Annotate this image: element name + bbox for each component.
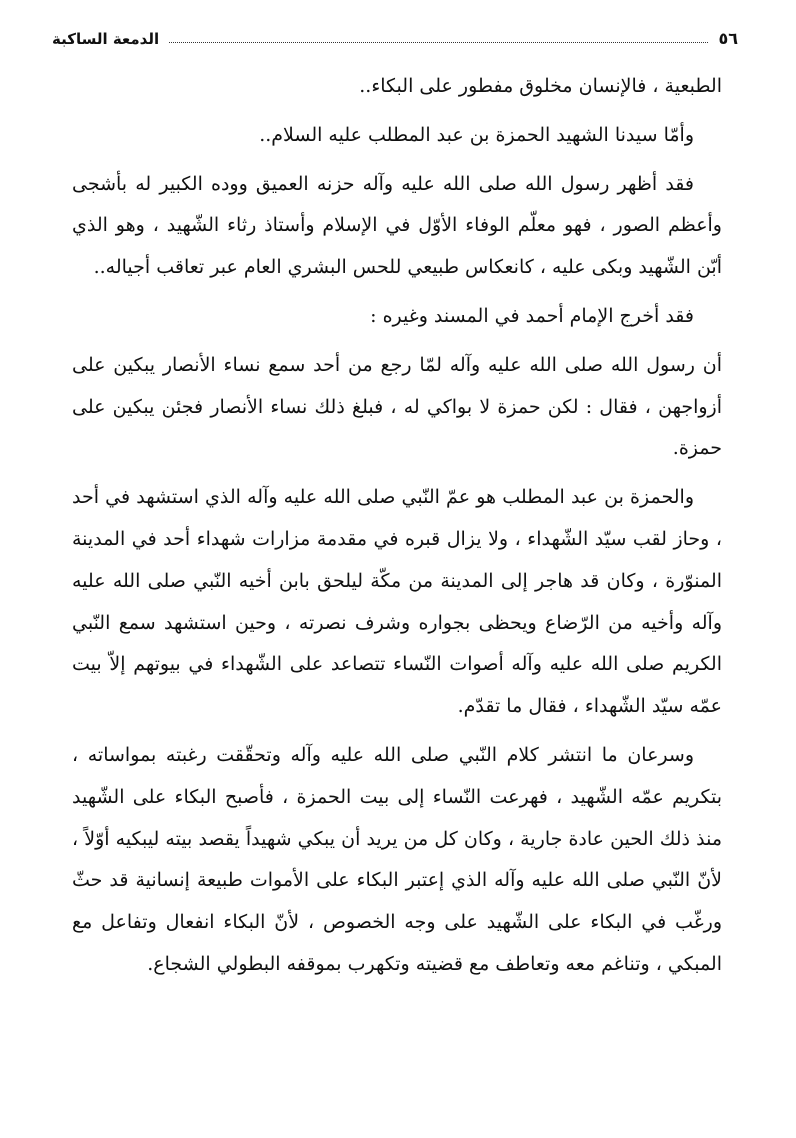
header-dotted-rule: [169, 41, 708, 43]
paragraph: فقد أخرج الإمام أحمد في المسند وغيره :: [370, 304, 694, 327]
running-title: الدمعة الساكبة: [52, 30, 160, 48]
paragraph: أن رسول الله صلى الله عليه وآله لمّا رجع من أحد سمع نساء الأنصار يبكين على أزواجهن ، فقال : لكن حمزة لا بواكي له ، فبلغ ذلك نساء الأنصار فجئن يبكين على حمزة.: [72, 353, 722, 460]
page-number: ٥٦: [718, 29, 738, 48]
paragraph: وسرعان ما انتشر كلام النّبي صلى الله عليه وآله وتحقّقت رغبته بمواساته ، بتكريم عمّه الشّهيد ، فهرعت النّساء إلى بيت الحمزة ، فأصبح البكاء على الشّهيد منذ ذلك الحين عادة جارية ، وكان كل من يريد أن يبكي شهيداً يقصد بيته ليبكيه أوّلاً ، لأنّ النّبي صلى الله عليه وآله الذي إعتبر البكاء على الأموات طبيعة إنسانية قد حثّ ورغّب في البكاء على الشّهيد على وجه الخصوص ، لأنّ البكاء انفعال وتفاعل مع المبكي ، وتناغم معه وتعاطف مع قضيته وتكهرب بموقفه البطولي الشجاع.: [72, 743, 722, 975]
paragraph: والحمزة بن عبد المطلب هو عمّ النّبي صلى الله عليه وآله الذي استشهد في أحد ، وحاز لقب سيّد الشّهداء ، ولا يزال قبره في مقدمة مزارات شهداء أحد في المدينة المنوّرة ، وكان قد هاجر إلى المدينة من مكّة ليلحق بابن أخيه النّبي صلى الله عليه وآله وأخيه من الرّضاع ويحظى بجواره وشرف نصرته ، وحين استشهد سمع النّبي الكريم صلى الله عليه وآله أصوات النّساء تتصاعد على الشّهداء في بيوتهم إلاّ بيت عمّه سيّد الشّهداء ، فقال ما تقدّم.: [72, 486, 722, 718]
paragraph: الطبعية ، فالإنسان مخلوق مفطور على البكاء..: [359, 75, 722, 97]
page-body: [72, 66, 722, 993]
paragraph: فقد أظهر رسول الله صلى الله عليه وآله حزنه العميق ووده الكبير له بأشجى وأعظم الصور ، فهو معلّم الوفاء الأوّل في الإسلام وأستاذ رثاء الشّهيد ، وهو الذي أبّن الشّهيد وبكى عليه ، كانعكاس طبيعي للحس البشري العام عبر تعاقب أجياله..: [72, 172, 722, 279]
page-header: [52, 26, 738, 48]
paragraph: وأمّا سيدنا الشهيد الحمزة بن عبد المطلب عليه السلام..: [259, 123, 694, 146]
